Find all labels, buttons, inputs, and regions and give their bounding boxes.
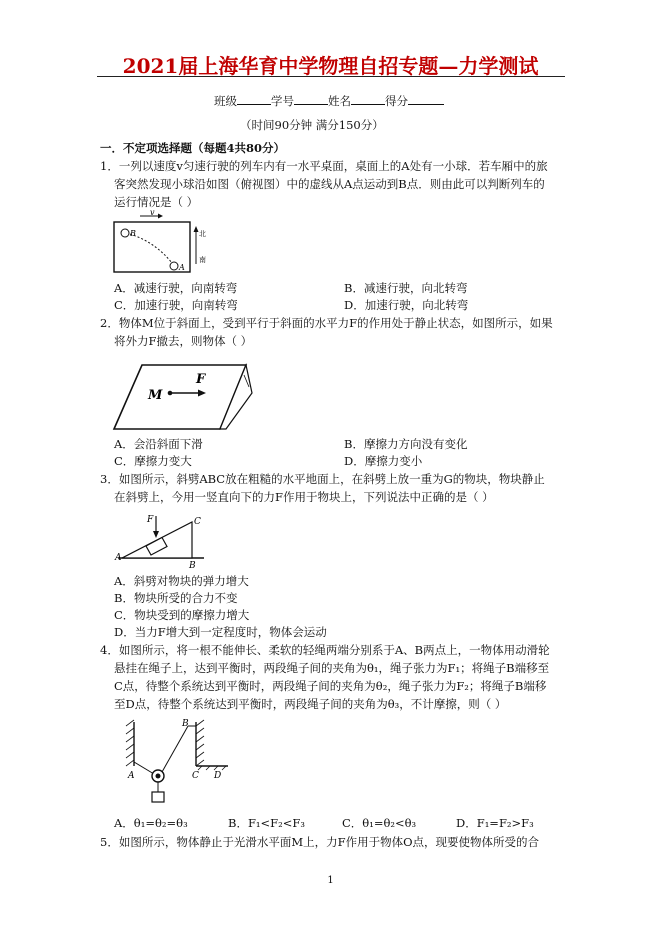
q1-option-b[interactable]: B．减速行驶，向北转弯 [344, 281, 468, 295]
title-rule [97, 76, 565, 77]
force-f-label: F [147, 515, 154, 525]
north-label: 北 [199, 230, 206, 238]
point-d-label: D [214, 771, 222, 781]
point-a-label: A [128, 771, 135, 781]
name-label: 姓名 [328, 94, 351, 108]
class-blank[interactable] [237, 92, 271, 105]
number-blank[interactable] [294, 92, 328, 105]
ball-b [121, 229, 129, 237]
q4-text-line3: C点，待整个系统达到平衡时，两段绳子间的夹角为θ₂，绳子张力为F₂；将绳子B端移 [114, 679, 547, 693]
rope-right [162, 726, 188, 772]
point-c-label: C [192, 771, 199, 781]
q2-option-a[interactable]: A．会沿斜面下滑 [114, 437, 203, 451]
number-label: 学号 [271, 94, 294, 108]
q4-option-c[interactable]: C．θ₁=θ₂<θ₃ [342, 816, 417, 830]
exam-time-info: （时间90分钟 满分150分） [240, 118, 384, 132]
rope-left [134, 762, 154, 774]
q3-option-b[interactable]: B．物块所受的合力不变 [114, 591, 238, 605]
score-blank[interactable] [408, 92, 444, 105]
q3-option-c[interactable]: C．物块受到的摩擦力增大 [114, 608, 250, 622]
q1-figure [110, 208, 210, 278]
pulley-axle [156, 774, 161, 779]
student-info-line [214, 92, 444, 109]
force-f-label: F [196, 372, 206, 387]
velocity-arrowhead [158, 214, 163, 219]
point-b-label: B [130, 229, 136, 238]
section-heading: 一．不定项选择题（每题4共80分） [100, 141, 286, 155]
q4-text-line2: 悬挂在绳子上，达到平衡时，两段绳子间的夹角为θ₁，绳子张力为F₁；将绳子B端移至 [114, 661, 550, 675]
q3-option-a[interactable]: A．斜劈对物块的弹力增大 [114, 574, 249, 588]
q2-option-c[interactable]: C．摩擦力变大 [114, 454, 192, 468]
class-label: 班级 [214, 94, 237, 108]
q2-text-line1: 2．物体M位于斜面上，受到平行于斜面的水平力F的作用处于静止状态，如图所示，如果 [100, 316, 553, 330]
q2-text-line2: 将外力F撤去，则物体（ ） [114, 334, 253, 348]
q4-text-line1: 4．如图所示，将一根不能伸长、柔软的轻绳两端分别系于A、B两点上，一物体用动滑轮 [100, 643, 550, 657]
ball-path-dashed [130, 234, 172, 263]
q3-text-line1: 3．如图所示，斜劈ABC放在粗糙的水平地面上，在斜劈上放一重为G的物块，物块静止 [100, 472, 545, 486]
q4-option-d[interactable]: D．F₁=F₂>F₃ [456, 816, 534, 830]
q4-text-line4: 至D点，待整个系统达到平衡时，两段绳子间的夹角为θ₃，不计摩擦，则（ ） [114, 697, 507, 711]
object-m-dot [168, 391, 173, 396]
q5-text-line1: 5．如图所示，物体静止于光滑水平面M上，力F作用于物体O点，现要使物体所受的合 [100, 835, 539, 849]
point-b-label: B [189, 561, 196, 571]
ball-a [170, 262, 178, 270]
q4-figure [112, 716, 232, 808]
object-m-label: M [148, 388, 163, 403]
q2-option-b[interactable]: B．摩擦力方向没有变化 [344, 437, 468, 451]
point-b-label: B [182, 719, 189, 729]
q2-figure [114, 353, 254, 433]
q1-text-line3: 运行情况是（ ） [114, 195, 199, 209]
q2-option-d[interactable]: D．摩擦力变小 [344, 454, 423, 468]
q4-option-a[interactable]: A．θ₁=θ₂=θ₃ [114, 816, 188, 830]
q1-option-d[interactable]: D．加速行驶，向北转弯 [344, 298, 469, 312]
q4-option-b[interactable]: B．F₁<F₂<F₃ [228, 816, 305, 830]
name-blank[interactable] [351, 92, 385, 105]
q1-text-line2: 客突然发现小球沿如图（俯视图）中的虚线从A点运动到B点．则由此可以判断列车的 [114, 177, 545, 191]
q3-option-d[interactable]: D．当力F增大到一定程度时，物体会运动 [114, 625, 327, 639]
q1-option-a[interactable]: A．减速行驶，向南转弯 [114, 281, 238, 295]
point-a-label: A [179, 263, 185, 272]
page-title: 2021届上海华育中学物理自招专题—力学测试 [122, 54, 539, 78]
south-label: 南 [199, 256, 206, 264]
velocity-label: v [150, 208, 155, 217]
score-label: 得分 [385, 94, 408, 108]
weight-block [152, 792, 164, 802]
q3-figure [112, 508, 212, 570]
q3-text-line2: 在斜劈上，今用一竖直向下的力F作用于物块上，下列说法中正确的是（ ） [114, 490, 494, 504]
q1-option-c[interactable]: C．加速行驶，向南转弯 [114, 298, 238, 312]
force-f-arrowhead [153, 531, 159, 538]
compass-arrowhead [194, 226, 199, 232]
q1-text-line1: 1．一列以速度v匀速行驶的列车内有一水平桌面，桌面上的A处有一小球．若车厢中的旅 [100, 159, 548, 173]
point-a-label: A [115, 553, 122, 563]
point-c-label: C [194, 517, 201, 527]
page-number: 1 [327, 875, 334, 886]
